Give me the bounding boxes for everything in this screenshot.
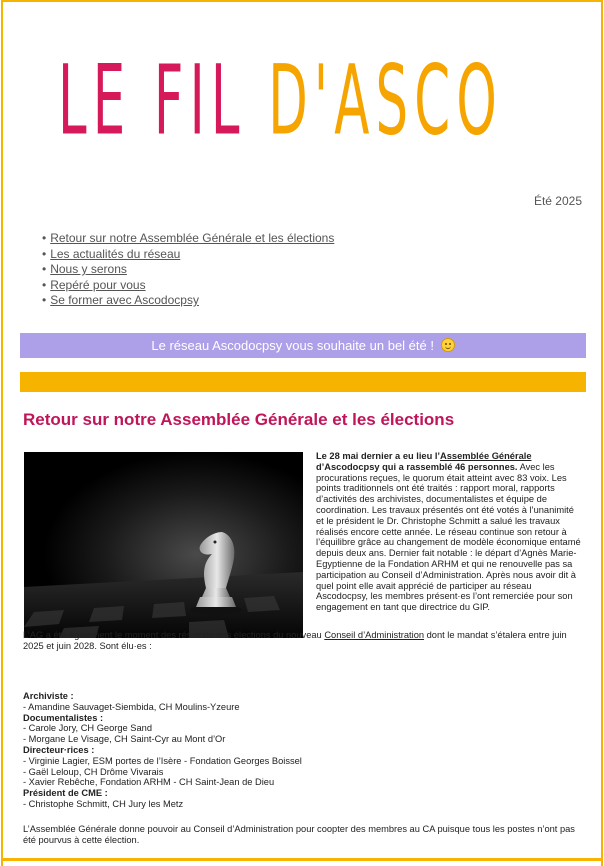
member-name: - Gaël Leloup, CH Drôme Vivarais xyxy=(23,766,164,777)
summer-banner xyxy=(20,333,586,358)
toc-item xyxy=(42,231,334,247)
assemblee-generale-link[interactable]: Assemblée Générale xyxy=(440,451,532,461)
section-title: Retour sur notre Assemblée Générale et les élections xyxy=(23,410,455,429)
toc-link-se-former[interactable]: Se former avec Ascodocpsy xyxy=(50,293,199,307)
member-name: - Xavier Rebêche, Fondation ARHM - CH Saint-Jean de Dieu xyxy=(23,777,275,788)
banner-text: Le réseau Ascodocpsy vous souhaite un bel été ! xyxy=(151,338,434,353)
member-name: - Carole Jory, CH George Sand xyxy=(23,723,153,734)
toc-item xyxy=(42,247,334,263)
bottom-divider xyxy=(2,858,602,861)
conseil-administration-link[interactable]: Conseil d’Administration xyxy=(324,630,425,640)
chess-knight-photo xyxy=(24,452,303,638)
section-divider xyxy=(20,372,586,392)
smiley-icon xyxy=(441,338,455,352)
elected-members-list xyxy=(23,691,302,810)
closing-paragraph: L’Assemblée Générale donne pouvoir au Conseil d’Administration pour coopter des membres au CA puisque tous les postes n’ont pas été pourvus à cette élection. xyxy=(23,824,575,845)
newsletter-logo: LE FIL D'ASCO xyxy=(58,44,503,157)
table-of-contents xyxy=(42,231,334,309)
toc-item xyxy=(42,278,334,294)
member-role: Documentalistes : xyxy=(23,712,104,723)
member-role: Président de CME : xyxy=(23,788,108,799)
toc-link-nous-y-serons[interactable]: Nous y serons xyxy=(50,262,127,276)
edition-season: Été 2025 xyxy=(533,194,582,208)
member-name: - Morgane Le Visage, CH Saint-Cyr au Mont d’Or xyxy=(23,734,226,745)
elections-paragraph: L’AG a été également le moment des résultats des élections du nouveau Conseil d’Administration dont le mandat s’étalera entre juin 2025 et juin 2028. Sont élu·es : xyxy=(23,630,567,651)
member-role: Directeur·rices : xyxy=(23,744,95,755)
member-name: - Amandine Sauvaget-Siembida, CH Moulins-Yzeure xyxy=(23,701,240,712)
member-name: - Christophe Schmitt, CH Jury les Metz xyxy=(23,798,184,809)
toc-link-actualites[interactable]: Les actualités du réseau xyxy=(50,246,181,261)
toc-link-repere[interactable]: Repéré pour vous xyxy=(50,277,146,292)
toc-item xyxy=(42,293,334,309)
member-role: Archiviste : xyxy=(23,691,74,701)
member-name: - Virginie Lagier, ESM portes de l’Isère - Fondation Georges Boissel xyxy=(23,755,302,766)
toc-item xyxy=(42,262,334,278)
intro-paragraph: Le 28 mai dernier a eu lieu l’Assemblée Générale d’Ascodocpsy qui a rassemblé 46 personnes. Avec les procurations reçues, le quorum était atteint avec 83 voix. Les points traditionnels ont été traités : rapport moral, rapports d’activités des archivistes, documentalistes et équipe de coordination. Les travaux présentés ont été votés à l’unanimité et le président le Dr. Christophe Schmitt a salué les travaux réalisés encore cette année. Le réseau continue son retour à l’équilibre grâce au changement de modèle économique entamé depuis deux ans. Dernier fait notable : le départ d’Agnès Marie-Egyptienne de la Fondation ARHM et qui ne renouvelle pas sa participation au Conseil d’Administration. Après nous avoir dit à quel point elle avait apprécié de participer au réseau Ascodocpsy, les membres présent·es l’ont remerciée pour son engagement en tant que directrice du GIP. xyxy=(316,451,581,613)
toc-link-ag[interactable]: Retour sur notre Assemblée Générale et les élections xyxy=(50,231,335,245)
